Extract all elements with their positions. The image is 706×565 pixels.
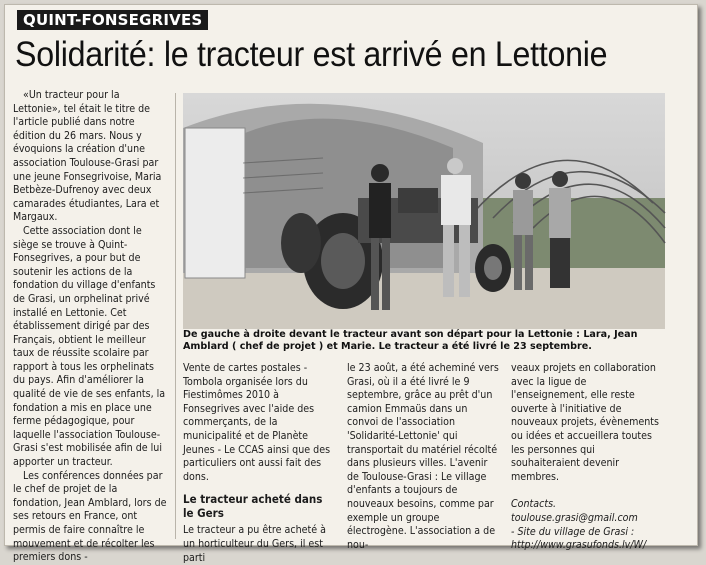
- newspaper-clipping: [4, 4, 698, 564]
- tractor-photo: [183, 93, 665, 329]
- photo-caption: De gauche à droite devant le tracteur avant son départ pour la Lettonie : Lara, Jean Amblard ( chef de projet ) et Marie. Le tracteur a été livré le 23 septembre.: [183, 329, 638, 352]
- article-column-1: [13, 89, 167, 565]
- contact-website: - Site du village de Grasi : http://www.grasufonds.lv/W/: [511, 525, 647, 552]
- contact-email: toulouse.grasi@gmail.com: [511, 511, 638, 524]
- headline: Solidarité: le tracteur est arrivé en Lettonie: [15, 35, 608, 74]
- article-column-4: [511, 362, 665, 553]
- subheading: Le tracteur acheté dans le Gers: [183, 492, 323, 521]
- article-column-3: [347, 362, 501, 552]
- section-label: QUINT-FONSEGRIVES: [17, 10, 208, 30]
- contacts-label: Contacts.: [511, 498, 557, 511]
- article-paragraph: le 23 août, a été acheminé vers Grasi, où il a été livré le 9 septembre, grâce au prêt d'un camion Emmaüs dans un convoi de l'association 'Solidarité-Lettonie' qui transportait du matériel récolté dans plusieurs villes. L'avenir de Toulouse-Grasi : Le village d'enfants a toujours de nouveaux besoins, comme par exemple un groupe électrogène. L'association a de nou-: [347, 362, 499, 551]
- article-paragraph: Les conférences données par le chef de projet de la fondation, Jean Amblard, lors de ses retours en France, ont permis de faire connaître le mouvement et de récolter les premiers dons -: [13, 469, 167, 564]
- article-paragraph: veaux projets en collaboration avec la ligue de l'enseignement, elle reste ouverte à l'initiative de nouveaux projets, évènements ou idées et accueillera toutes les personnes qui souhaiteraient devenir membres.: [511, 362, 659, 483]
- tractor-photo-image: [183, 93, 665, 329]
- column-divider: [175, 93, 176, 539]
- article-column-2: [183, 362, 336, 565]
- article-paragraph: Vente de cartes postales -Tombola organisée lors du Fiestimômes 2010 à Fonsegrives avec l'aide des commerçants, de la municipalité et de Planète Jeunes - Le CCAS ainsi que des particuliers ont aussi fait des dons.: [183, 362, 331, 483]
- article-paragraph: «Un tracteur pour la Lettonie», tel était le titre de l'article publié dans notre édition du 26 mars. Nous y évoquions la création d'une association Toulouse-Grasi par une jeune Fonsegrivoise, Maria Betbèze-Dufrenoy avec deux camarades étudiantes, Lara et Margaux.: [13, 89, 162, 224]
- article-paragraph: Le tracteur a pu être acheté à un horticulteur du Gers, il est parti: [183, 524, 326, 564]
- article-paragraph: Cette association dont le siège se trouve à Quint-Fonsegrives, a pour but de soutenir les actions de la fondation du village d'enfants de Grasi, un orphelinat privé installé en Lettonie. Cet établissement dirigé par des Français, obtient le meilleur taux de réussite scolaire par rapport à tous les orphelinats du pays. Afin d'améliorer la qualité de vie de ses enfants, la fondation a mis en place une ferme pédagogique, pour laquelle l'association Toulouse-Grasi s'est mobilisée afin de lui apporter un tracteur.: [13, 224, 166, 469]
